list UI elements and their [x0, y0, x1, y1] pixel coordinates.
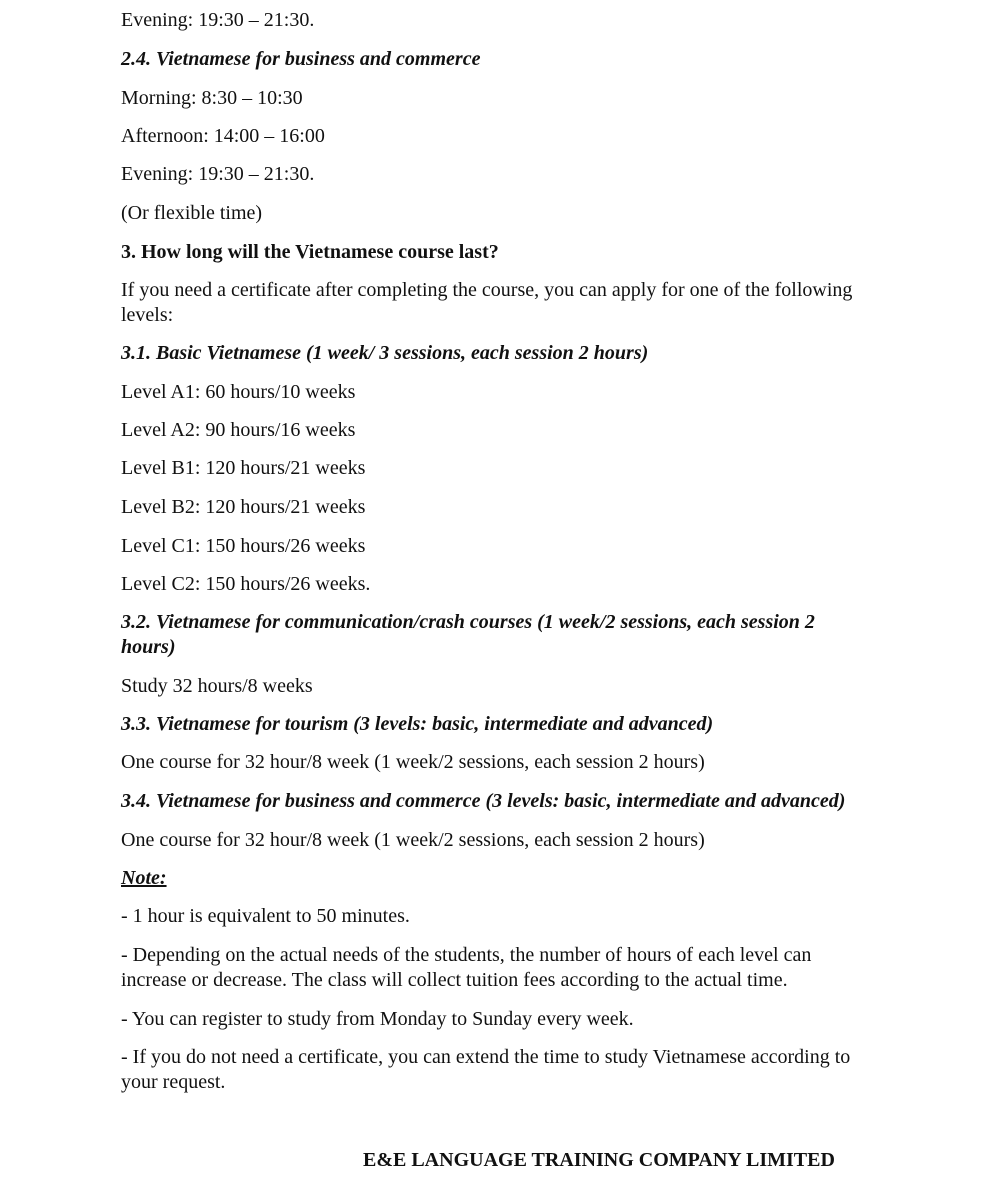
schedule-morning: Morning: 8:30 – 10:30	[121, 87, 303, 109]
schedule-evening: Evening: 19:30 – 21:30.	[121, 163, 315, 185]
section-heading-3-2: 3.2. Vietnamese for communication/crash courses (1 week/2 sessions, each session 2 hours)	[121, 611, 815, 658]
note-item: - If you do not need a certificate, you can extend the time to study Vietnamese according to your request.	[121, 1046, 851, 1093]
study-duration-3-2: Study 32 hours/8 weeks	[121, 675, 313, 697]
schedule-evening-previous: Evening: 19:30 – 21:30.	[121, 9, 315, 31]
course-duration-3-3: One course for 32 hour/8 week (1 week/2 sessions, each session 2 hours)	[121, 751, 705, 773]
level-item: Level A2: 90 hours/16 weeks	[121, 419, 356, 441]
intro-paragraph: If you need a certificate after completing the course, you can apply for one of the following levels:	[121, 279, 853, 326]
level-item: Level C1: 150 hours/26 weeks	[121, 535, 366, 557]
company-name: E&E LANGUAGE TRAINING COMPANY LIMITED	[363, 1149, 835, 1171]
level-item: Level B2: 120 hours/21 weeks	[121, 496, 366, 518]
section-heading-3-3: 3.3. Vietnamese for tourism (3 levels: basic, intermediate and advanced)	[121, 713, 714, 735]
schedule-flexible: (Or flexible time)	[121, 202, 263, 224]
level-item: Level B1: 120 hours/21 weeks	[121, 457, 366, 479]
section-heading-3-4: 3.4. Vietnamese for business and commerce (3 levels: basic, intermediate and advanced)	[121, 790, 846, 812]
course-duration-3-4: One course for 32 hour/8 week (1 week/2 sessions, each session 2 hours)	[121, 829, 705, 851]
section-heading-3: 3. How long will the Vietnamese course last?	[121, 241, 499, 263]
level-item: Level C2: 150 hours/26 weeks.	[121, 573, 371, 595]
note-item: - Depending on the actual needs of the students, the number of hours of each level can increase or decrease. The class will collect tuition fees according to the actual time.	[121, 944, 812, 991]
note-item: - 1 hour is equivalent to 50 minutes.	[121, 905, 410, 927]
section-heading-2-4: 2.4. Vietnamese for business and commerce	[121, 48, 481, 70]
section-heading-3-1: 3.1. Basic Vietnamese (1 week/ 3 sessions, each session 2 hours)	[121, 342, 649, 364]
level-item: Level A1: 60 hours/10 weeks	[121, 381, 356, 403]
schedule-afternoon: Afternoon: 14:00 – 16:00	[121, 125, 325, 147]
note-item: - You can register to study from Monday to Sunday every week.	[121, 1008, 634, 1030]
note-label: Note:	[121, 867, 167, 889]
